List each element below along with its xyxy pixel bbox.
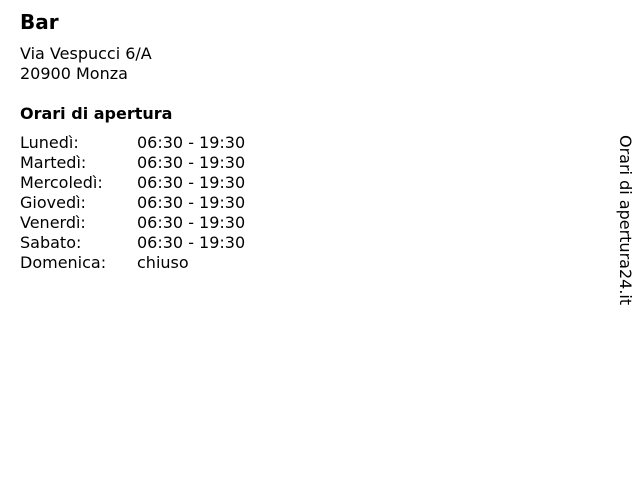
hours-row-wednesday bbox=[20, 173, 245, 193]
day-hours: 06:30 - 19:30 bbox=[137, 213, 246, 232]
hours-row-thursday bbox=[20, 193, 245, 213]
day-hours: 06:30 - 19:30 bbox=[137, 233, 246, 252]
day-label: Giovedì: bbox=[20, 193, 86, 212]
hours-row-friday bbox=[20, 213, 245, 233]
opening-hours-heading: Orari di apertura bbox=[20, 104, 173, 123]
day-hours: 06:30 - 19:30 bbox=[137, 193, 246, 212]
hours-row-monday bbox=[20, 133, 245, 153]
business-name: Bar bbox=[20, 10, 59, 34]
hours-row-saturday bbox=[20, 233, 245, 253]
day-label: Sabato: bbox=[20, 233, 82, 252]
day-label: Lunedì: bbox=[20, 133, 79, 152]
opening-hours-table bbox=[20, 133, 245, 273]
day-hours: 06:30 - 19:30 bbox=[137, 153, 246, 172]
day-hours: 06:30 - 19:30 bbox=[137, 173, 246, 192]
day-label: Venerdì: bbox=[20, 213, 86, 232]
hours-row-sunday bbox=[20, 253, 245, 273]
address-city: 20900 Monza bbox=[20, 64, 128, 83]
hours-row-tuesday bbox=[20, 153, 245, 173]
address-street: Via Vespucci 6/A bbox=[20, 44, 152, 63]
day-label: Domenica: bbox=[20, 253, 107, 272]
day-hours: chiuso bbox=[137, 253, 189, 272]
day-label: Mercoledì: bbox=[20, 173, 103, 192]
day-label: Martedì: bbox=[20, 153, 87, 172]
day-hours: 06:30 - 19:30 bbox=[137, 133, 246, 152]
site-watermark: Orari di apertura24.it bbox=[616, 135, 635, 306]
business-address bbox=[20, 44, 152, 84]
